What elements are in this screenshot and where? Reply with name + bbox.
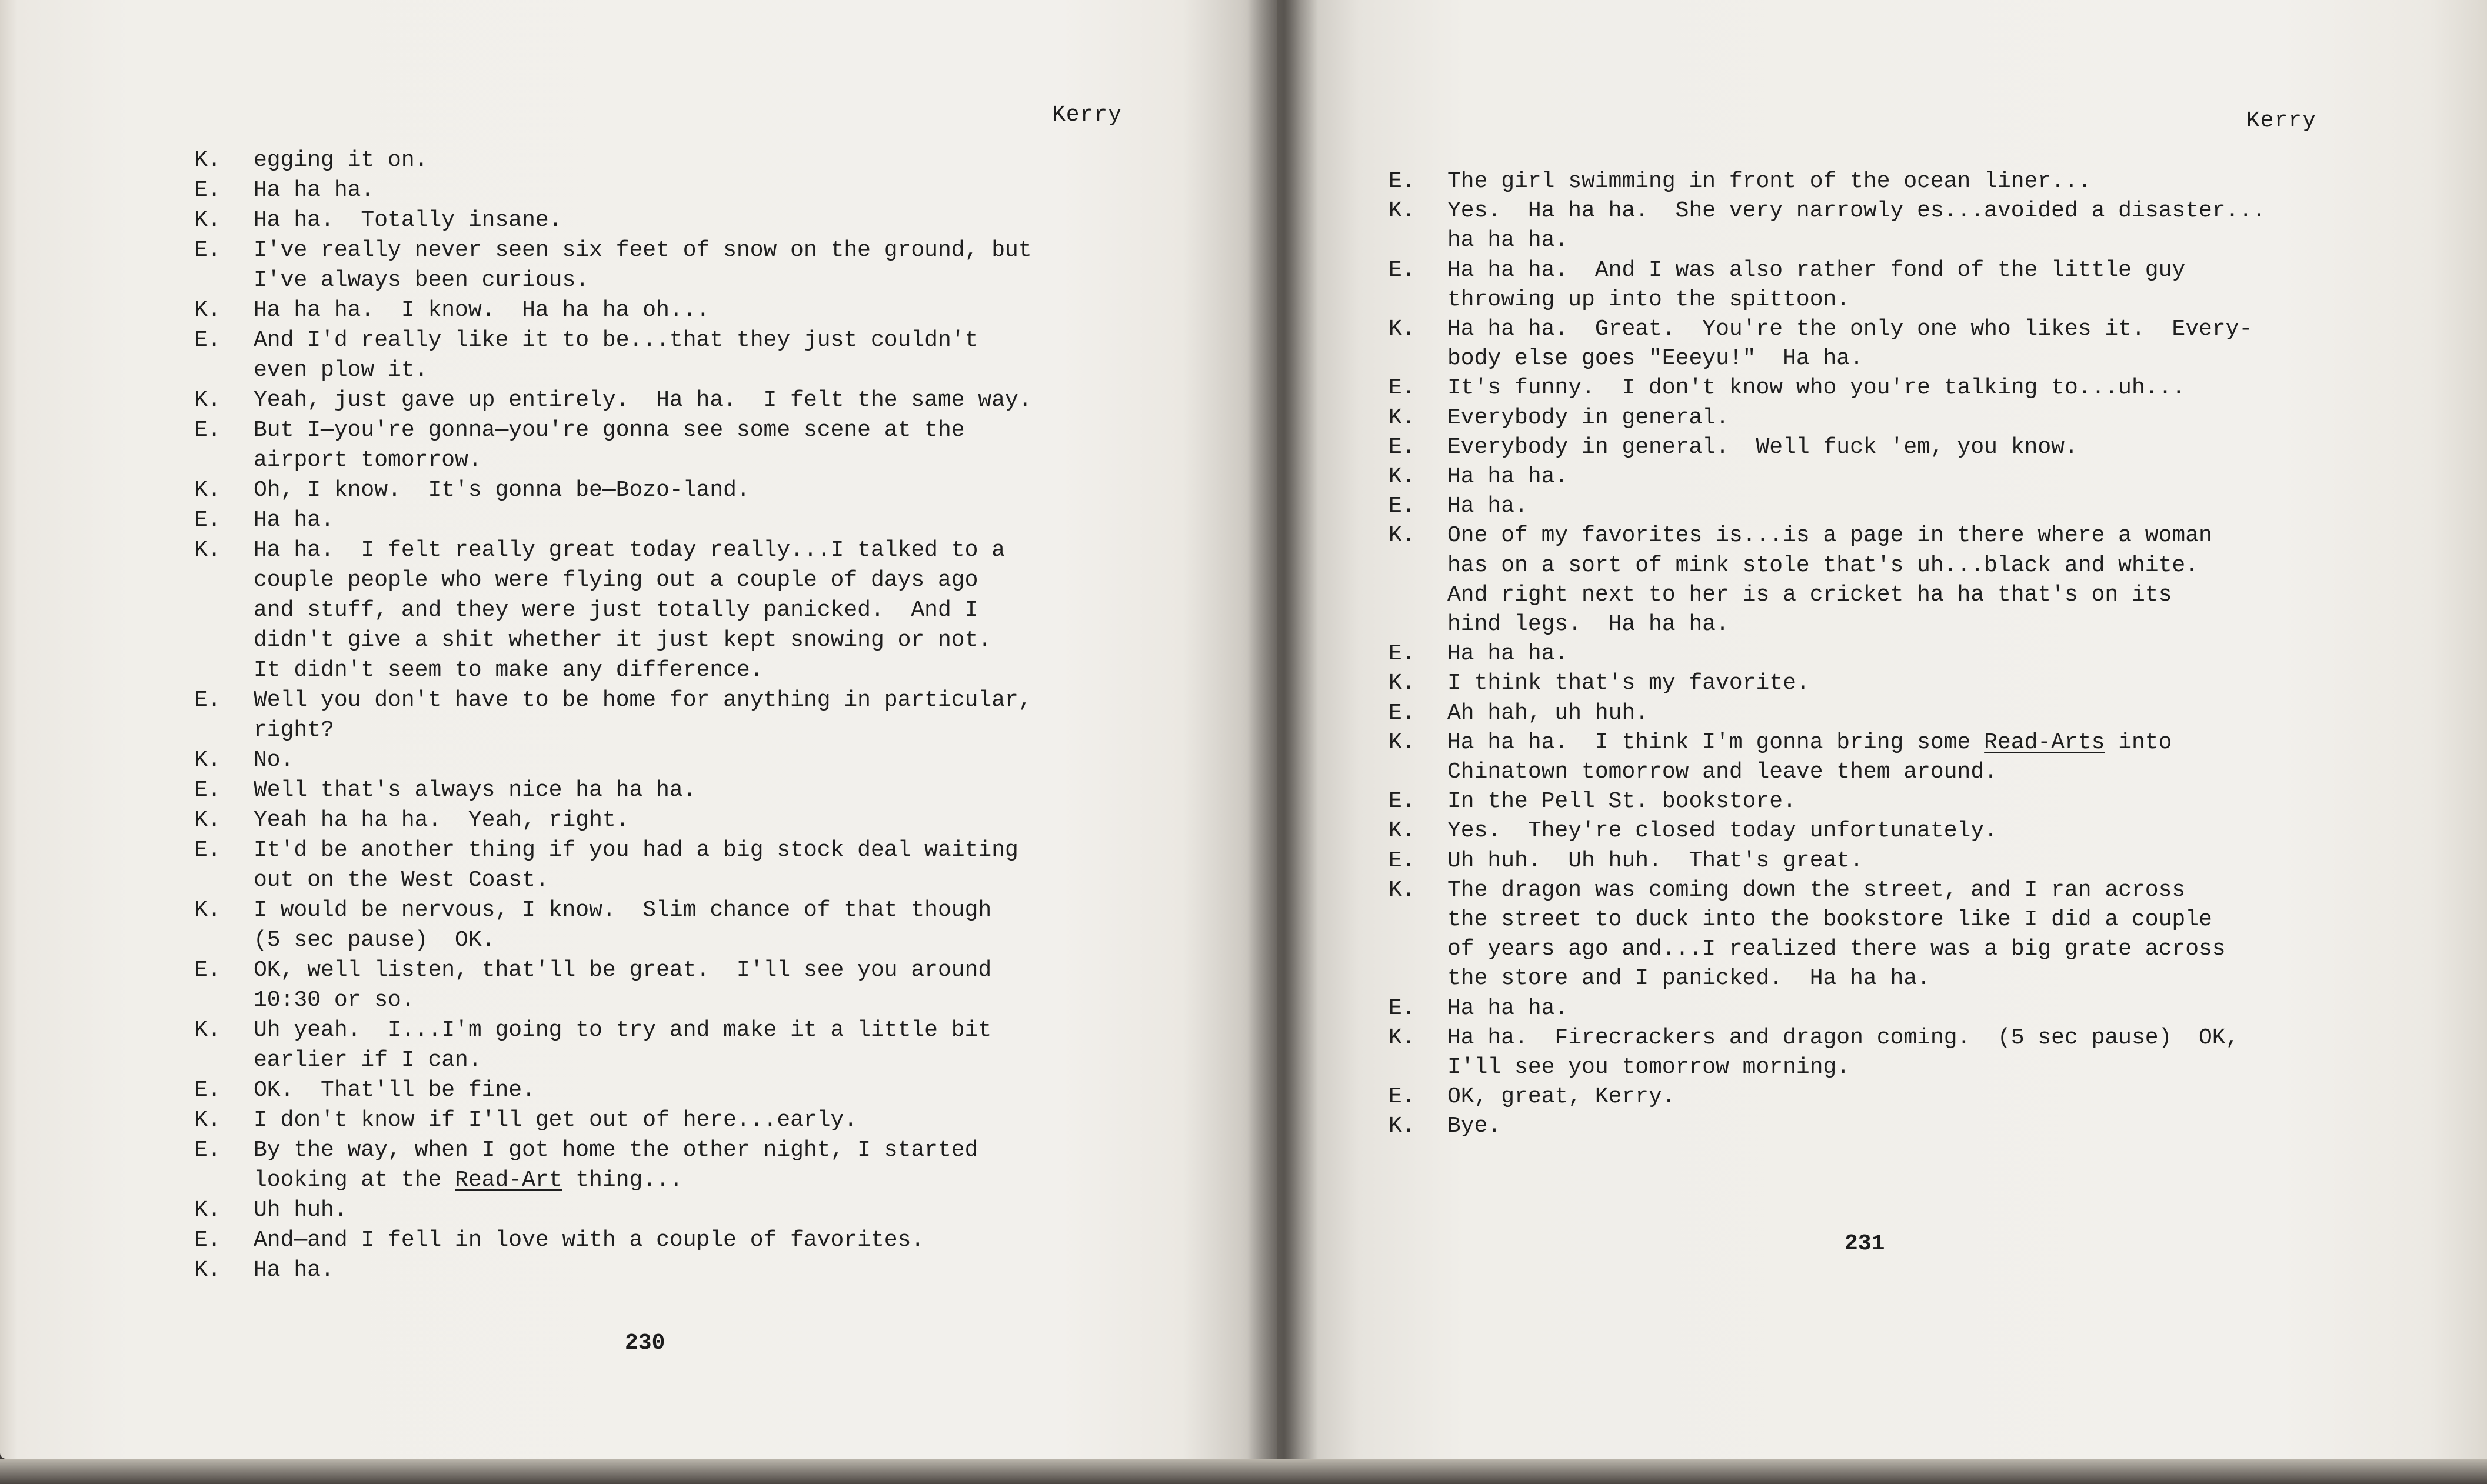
speaker-label: K. xyxy=(1389,1025,1416,1051)
speaker-label: K. xyxy=(1389,523,1416,549)
line-text xyxy=(254,146,428,175)
line-text xyxy=(254,1226,924,1255)
line-text xyxy=(254,806,630,835)
line-text-part: 10:30 or so. xyxy=(254,988,415,1013)
line-text-part: It'd be another thing if you had a big stock deal waiting xyxy=(254,838,1018,863)
speaker-label: K. xyxy=(194,748,221,773)
line-text xyxy=(1447,816,1997,846)
line-text-part: Ha ha ha. xyxy=(254,178,375,203)
line-text-part: Everybody in general. Well fuck 'em, you know. xyxy=(1447,434,2078,460)
line-text-part: Ha ha ha. And I was also rather fond of the little guy xyxy=(1447,257,2186,283)
speaker-label: E. xyxy=(1389,434,1416,460)
line-text xyxy=(254,206,562,235)
speaker-label: K. xyxy=(194,298,221,323)
book-bottom-edge xyxy=(0,1459,2487,1484)
line-text-part: Ha ha. Totally insane. xyxy=(254,208,562,233)
line-text-part: (5 sec pause) OK. xyxy=(254,928,495,953)
line-text-part: And I'd really like it to be...that they just couldn't xyxy=(254,328,978,353)
speaker-label: K. xyxy=(194,538,221,563)
line-text xyxy=(254,626,991,655)
line-text xyxy=(254,776,697,805)
line-text xyxy=(254,386,1032,415)
line-text-part: I don't know if I'll get out of here...early. xyxy=(254,1108,858,1133)
line-text-part: the street to duck into the bookstore like I did a couple xyxy=(1447,907,2212,932)
speaker-label: K. xyxy=(194,388,221,413)
underlined-title: Read-Arts xyxy=(1984,729,2105,755)
speaker-label: E. xyxy=(1389,641,1416,667)
line-text xyxy=(1447,1112,1501,1141)
line-text-part: Ah hah, uh huh. xyxy=(1447,700,1649,726)
line-text xyxy=(1447,876,2185,905)
line-text xyxy=(254,836,1018,865)
line-text-part: and stuff, and they were just totally panicked. And I xyxy=(254,598,978,623)
line-text xyxy=(254,986,415,1015)
line-text-part: I've really never seen six feet of snow on the ground, but xyxy=(254,238,1032,263)
line-text xyxy=(1447,344,1863,373)
speaker-label: E. xyxy=(194,508,221,533)
line-text xyxy=(1447,167,2092,196)
line-text xyxy=(1447,935,2226,964)
line-text xyxy=(254,536,1005,565)
line-text-part: Everybody in general. xyxy=(1447,405,1729,431)
line-text-part: Uh yeah. I...I'm going to try and make it a little bit xyxy=(254,1018,992,1043)
speaker-label: K. xyxy=(1389,877,1416,903)
line-text xyxy=(1447,521,2212,551)
line-text-part: Oh, I know. It's gonna be—Bozo-land. xyxy=(254,478,750,503)
line-text xyxy=(1447,787,1796,816)
line-text xyxy=(1447,639,1568,669)
line-text xyxy=(254,1166,683,1195)
line-text-part: I would be nervous, I know. Slim chance of that though xyxy=(254,898,992,923)
line-text xyxy=(1447,462,1568,492)
line-text xyxy=(254,716,334,745)
line-text xyxy=(1447,1082,1676,1112)
line-text-part: Uh huh. Uh huh. That's great. xyxy=(1447,848,1863,873)
line-text xyxy=(1447,315,2252,344)
line-text xyxy=(254,746,294,775)
line-text-part: right? xyxy=(254,718,334,743)
speaker-label: E. xyxy=(194,328,221,353)
line-text xyxy=(254,1016,991,1045)
line-text-part: Well that's always nice ha ha ha. xyxy=(254,778,697,803)
line-text xyxy=(1447,964,1930,993)
line-text xyxy=(254,416,965,445)
line-text-part: Yes. Ha ha ha. She very narrowly es...avoided a disaster... xyxy=(1447,198,2266,224)
line-text-part: throwing up into the spittoon. xyxy=(1447,286,1850,312)
speaker-label: E. xyxy=(1389,1084,1416,1110)
line-text-part: Well you don't have to be home for anything in particular, xyxy=(254,688,1032,713)
line-text-part: Ha ha. I felt really great today really...I talked to a xyxy=(254,538,1006,563)
line-text-part: earlier if I can. xyxy=(254,1048,482,1073)
line-text xyxy=(254,476,750,505)
underlined-title: Read-Art xyxy=(455,1168,562,1193)
line-text-part: The girl swimming in front of the ocean liner... xyxy=(1447,169,2092,194)
speaker-label: E. xyxy=(194,418,221,443)
line-text xyxy=(1447,581,2172,610)
speaker-label: K. xyxy=(194,1258,221,1283)
line-text-part: Ha ha ha. xyxy=(1447,641,1569,667)
line-text-part: Yeah, just gave up entirely. Ha ha. I felt the same way. xyxy=(254,388,1032,413)
speaker-label: E. xyxy=(1389,700,1416,726)
speaker-label: K. xyxy=(1389,405,1416,431)
line-text xyxy=(1447,403,1729,433)
speaker-label: K. xyxy=(194,148,221,173)
line-text xyxy=(1447,373,2185,403)
speaker-label: K. xyxy=(1389,198,1416,224)
line-text-part: Ha ha ha. xyxy=(1447,995,1569,1021)
speaker-label: E. xyxy=(194,958,221,983)
line-text-part: of years ago and...I realized there was a big grate across xyxy=(1447,936,2226,962)
line-text xyxy=(254,266,589,295)
speaker-label: K. xyxy=(194,1108,221,1133)
speaker-label: K. xyxy=(1389,671,1416,696)
speaker-label: E. xyxy=(1389,169,1416,194)
line-text xyxy=(1447,1023,2239,1053)
line-text xyxy=(254,446,482,475)
left-running-head: Kerry xyxy=(1052,102,1123,128)
line-text xyxy=(254,236,1032,265)
line-text-part: The dragon was coming down the street, and I ran across xyxy=(1447,877,2186,903)
line-text xyxy=(254,1106,857,1135)
speaker-label: K. xyxy=(194,1018,221,1043)
line-text-part: airport tomorrow. xyxy=(254,448,482,473)
speaker-label: E. xyxy=(194,688,221,713)
line-text-part: hind legs. Ha ha ha. xyxy=(1447,612,1729,637)
book-gutter xyxy=(1247,0,1318,1459)
speaker-label: E. xyxy=(1389,493,1416,519)
line-text xyxy=(254,1136,978,1165)
left-page-number: 230 xyxy=(625,1330,665,1356)
speaker-label: E. xyxy=(1389,848,1416,873)
line-text xyxy=(1447,669,1810,698)
line-text-part: Ha ha. xyxy=(254,508,334,533)
line-text xyxy=(254,566,978,595)
line-text xyxy=(254,656,764,685)
speaker-label: E. xyxy=(194,778,221,803)
line-text xyxy=(1447,610,1729,639)
speaker-label: E. xyxy=(194,838,221,863)
line-text xyxy=(254,506,334,535)
line-text xyxy=(254,356,428,385)
line-text-part: I've always been curious. xyxy=(254,268,590,293)
line-text xyxy=(254,1196,348,1225)
speaker-label: K. xyxy=(194,898,221,923)
line-text-part: out on the West Coast. xyxy=(254,868,549,893)
speaker-label: K. xyxy=(1389,464,1416,489)
line-text-part: Ha ha. xyxy=(1447,493,1528,519)
line-text xyxy=(254,1256,334,1285)
line-text-part: And right next to her is a cricket ha ha that's on its xyxy=(1447,582,2172,608)
line-text xyxy=(254,326,978,355)
line-text xyxy=(254,596,978,625)
speaker-label: K. xyxy=(1389,1113,1416,1139)
line-text-part: couple people who were flying out a couple of days ago xyxy=(254,568,978,593)
speaker-label: K. xyxy=(194,208,221,233)
speaker-label: K. xyxy=(194,478,221,503)
line-text xyxy=(1447,551,2199,581)
line-text-part: into xyxy=(2105,729,2172,755)
line-text xyxy=(254,926,495,955)
right-page xyxy=(1277,0,2487,1459)
line-text xyxy=(254,956,991,985)
line-text-part: By the way, when I got home the other night, I started xyxy=(254,1138,978,1163)
speaker-label: E. xyxy=(1389,995,1416,1021)
line-text xyxy=(1447,758,1997,787)
line-text xyxy=(1447,994,1568,1023)
line-text-part: Yes. They're closed today unfortunately. xyxy=(1447,818,1997,844)
speaker-label: K. xyxy=(194,1198,221,1223)
line-text xyxy=(254,866,549,895)
line-text-part: I'll see you tomorrow morning. xyxy=(1447,1055,1850,1080)
line-text xyxy=(1447,226,1568,255)
line-text-part: OK. That'll be fine. xyxy=(254,1078,535,1103)
speaker-label: E. xyxy=(194,1138,221,1163)
line-text xyxy=(1447,1053,1850,1082)
line-text-part: Bye. xyxy=(1447,1113,1501,1139)
right-page-number: 231 xyxy=(1845,1231,1885,1256)
line-text-part: In the Pell St. bookstore. xyxy=(1447,789,1796,815)
line-text-part: Ha ha ha. I think I'm gonna bring some xyxy=(1447,729,1985,755)
line-text xyxy=(1447,256,2185,285)
line-text-part: It's funny. I don't know who you're talking to...uh... xyxy=(1447,375,2186,401)
line-text-part: But I—you're gonna—you're gonna see some scene at the xyxy=(254,418,965,443)
line-text-part: egging it on. xyxy=(254,148,428,173)
line-text-part: Ha ha ha. I know. Ha ha ha oh... xyxy=(254,298,710,323)
line-text xyxy=(254,176,374,205)
line-text-part: even plow it. xyxy=(254,358,428,383)
line-text xyxy=(1447,433,2078,462)
speaker-label: E. xyxy=(194,238,221,263)
line-text xyxy=(1447,285,1850,315)
line-text-part: thing... xyxy=(562,1168,683,1193)
line-text xyxy=(254,1076,535,1105)
speaker-label: K. xyxy=(1389,316,1416,342)
line-text-part: body else goes "Eeeyu!" Ha ha. xyxy=(1447,346,1863,372)
line-text-part: One of my favorites is...is a page in there where a woman xyxy=(1447,523,2212,549)
speaker-label: E. xyxy=(194,1228,221,1253)
line-text xyxy=(1447,196,2266,226)
line-text-part: didn't give a shit whether it just kept snowing or not. xyxy=(254,628,992,653)
line-text-part: Chinatown tomorrow and leave them around. xyxy=(1447,759,1997,785)
speaker-label: K. xyxy=(1389,818,1416,844)
line-text-part: Ha ha. xyxy=(254,1258,334,1283)
line-text-part: has on a sort of mink stole that's uh...black and white. xyxy=(1447,552,2199,578)
speaker-label: E. xyxy=(1389,375,1416,401)
line-text xyxy=(1447,699,1649,728)
speaker-label: E. xyxy=(1389,257,1416,283)
speaker-label: K. xyxy=(194,808,221,833)
speaker-label: E. xyxy=(194,1078,221,1103)
speaker-label: E. xyxy=(194,178,221,203)
line-text xyxy=(1447,728,2172,758)
line-text-part: OK, great, Kerry. xyxy=(1447,1084,1676,1110)
speaker-label: E. xyxy=(1389,789,1416,815)
line-text-part: I think that's my favorite. xyxy=(1447,671,1810,696)
line-text-part: Uh huh. xyxy=(254,1198,348,1223)
line-text-part: Ha ha ha. Great. You're the only one who likes it. Every- xyxy=(1447,316,2253,342)
line-text-part: ha ha ha. xyxy=(1447,228,1569,254)
line-text-part: It didn't seem to make any difference. xyxy=(254,658,764,683)
speaker-label: K. xyxy=(1389,729,1416,755)
line-text xyxy=(1447,492,1528,521)
line-text-part: Yeah ha ha ha. Yeah, right. xyxy=(254,808,630,833)
line-text-part: OK, well listen, that'll be great. I'll see you around xyxy=(254,958,992,983)
line-text xyxy=(254,686,1032,715)
line-text-part: And—and I fell in love with a couple of favorites. xyxy=(254,1228,925,1253)
line-text-part: the store and I panicked. Ha ha ha. xyxy=(1447,966,1930,992)
line-text xyxy=(254,896,991,925)
right-running-head: Kerry xyxy=(2246,108,2317,134)
line-text-part: looking at the xyxy=(254,1168,455,1193)
line-text xyxy=(254,1046,482,1075)
line-text-part: Ha ha ha. xyxy=(1447,464,1569,489)
line-text xyxy=(254,296,710,325)
line-text xyxy=(1447,846,1863,876)
line-text-part: Ha ha. Firecrackers and dragon coming. (5 sec pause) OK, xyxy=(1447,1025,2239,1051)
line-text-part: No. xyxy=(254,748,294,773)
line-text xyxy=(1447,905,2212,935)
